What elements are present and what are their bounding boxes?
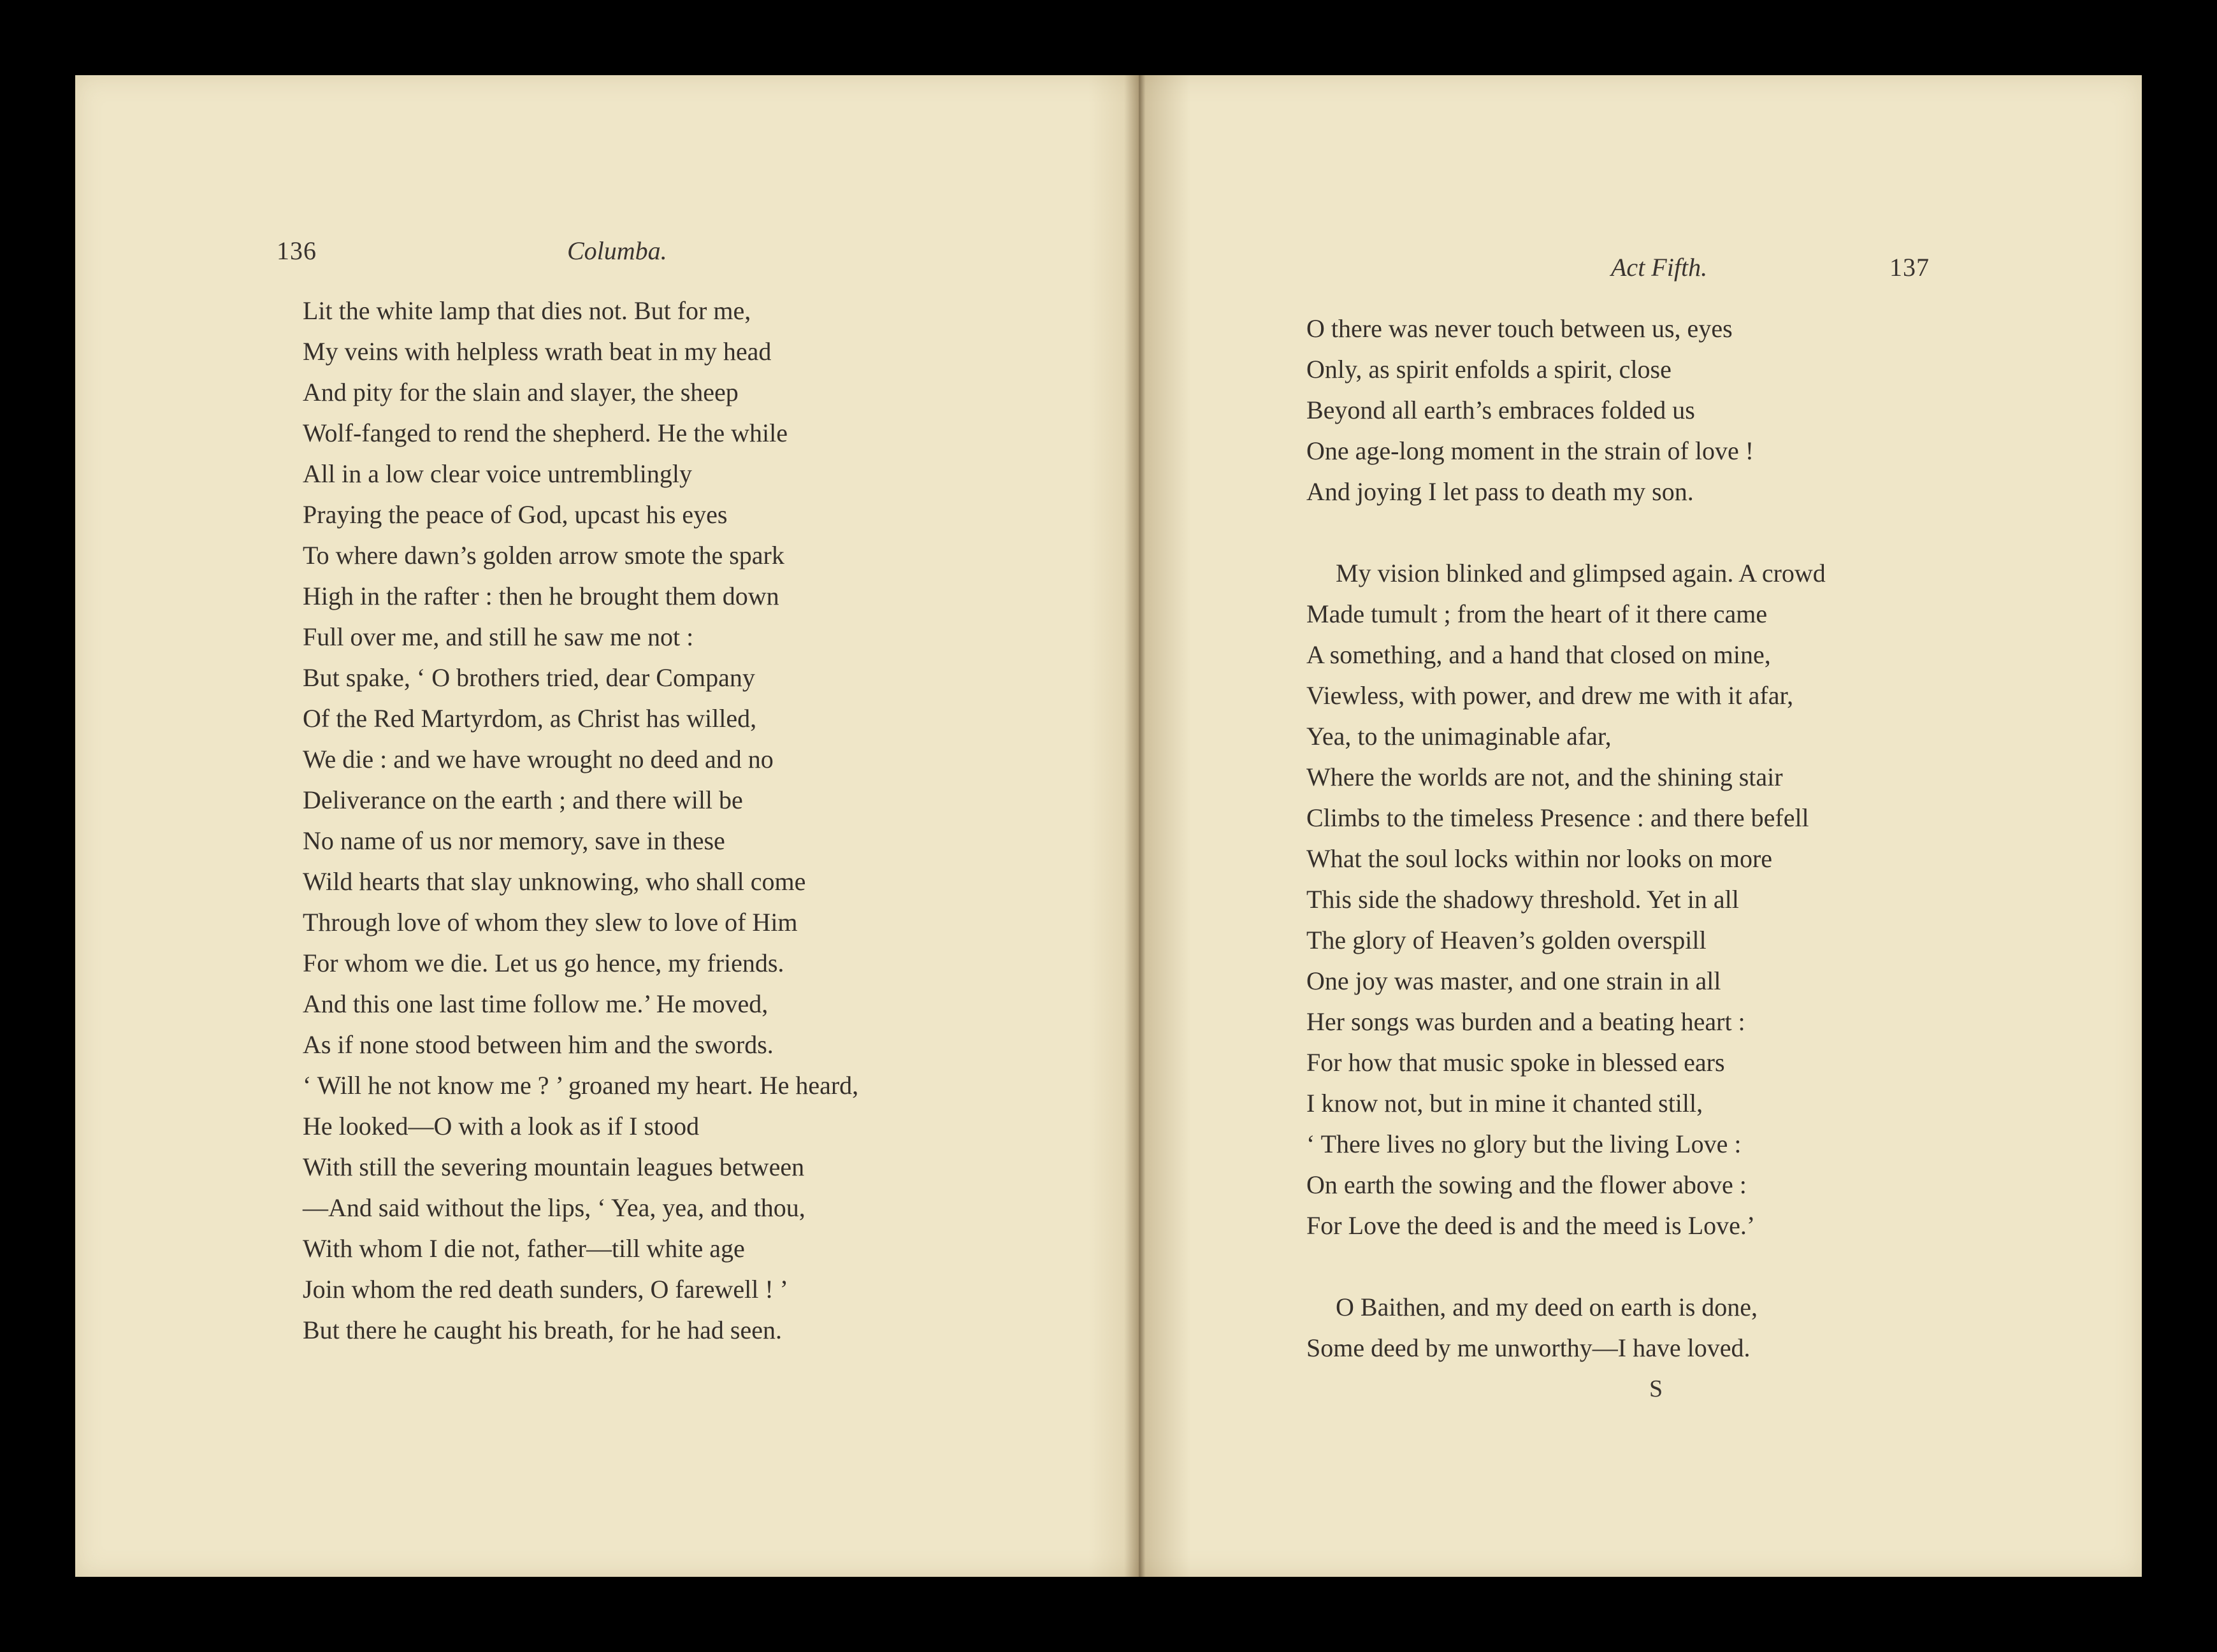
verse-line: O Baithen, and my deed on earth is done, bbox=[1336, 1293, 1758, 1321]
verse-line: Lit the white lamp that dies not. But for me, bbox=[303, 296, 751, 325]
stanza-break bbox=[1306, 512, 1826, 553]
book-gutter bbox=[1088, 75, 1190, 1577]
verse-line: Join whom the red death sunders, O farewell ! ’ bbox=[303, 1275, 788, 1304]
verse-line: ‘ Will he not know me ? ’ groaned my heart. He heard, bbox=[303, 1071, 859, 1100]
verse-line: But there he caught his breath, for he had seen. bbox=[303, 1316, 782, 1344]
verse-line: Beyond all earth’s embraces folded us bbox=[1306, 396, 1695, 424]
verse-line: For whom we die. Let us go hence, my friends. bbox=[303, 949, 784, 977]
right-page-number: 137 bbox=[1889, 253, 1930, 282]
verse-line: One joy was master, and one strain in all bbox=[1306, 966, 1721, 995]
verse-line: One age-long moment in the strain of love ! bbox=[1306, 436, 1754, 465]
book-spread bbox=[75, 75, 2142, 1577]
verse-line: High in the rafter : then he brought them down bbox=[303, 582, 779, 610]
right-verse-block bbox=[1306, 308, 1826, 1368]
verse-line: ‘ There lives no glory but the living Love : bbox=[1306, 1130, 1742, 1158]
signature-mark: S bbox=[1649, 1375, 1663, 1402]
verse-line: No name of us nor memory, save in these bbox=[303, 826, 725, 855]
verse-line: What the soul locks within nor looks on more bbox=[1306, 844, 1773, 873]
verse-line: The glory of Heaven’s golden overspill bbox=[1306, 926, 1707, 954]
verse-line: Deliverance on the earth ; and there will be bbox=[303, 786, 743, 814]
verse-line: And joying I let pass to death my son. bbox=[1306, 477, 1694, 506]
verse-line: And pity for the slain and slayer, the sheep bbox=[303, 378, 739, 406]
verse-line: Only, as spirit enfolds a spirit, close bbox=[1306, 355, 1672, 384]
verse-line: With whom I die not, father—till white age bbox=[303, 1234, 745, 1263]
right-page bbox=[1190, 75, 2142, 1577]
verse-line: A something, and a hand that closed on mine, bbox=[1306, 640, 1771, 669]
stanza-break bbox=[1306, 1246, 1826, 1287]
verse-line: But spake, ‘ O brothers tried, dear Company bbox=[303, 663, 755, 692]
verse-line: Wild hearts that slay unknowing, who shall come bbox=[303, 867, 806, 896]
verse-line: We die : and we have wrought no deed and no bbox=[303, 745, 774, 773]
verse-line: I know not, but in mine it chanted still, bbox=[1306, 1089, 1703, 1117]
verse-line: O there was never touch between us, eyes bbox=[1306, 314, 1733, 343]
verse-line: Full over me, and still he saw me not : bbox=[303, 622, 694, 651]
verse-line: This side the shadowy threshold. Yet in all bbox=[1306, 885, 1739, 914]
verse-line: Her songs was burden and a beating heart : bbox=[1306, 1007, 1745, 1036]
verse-line: My vision blinked and glimpsed again. A crowd bbox=[1336, 559, 1826, 587]
verse-line: Of the Red Martyrdom, as Christ has willed, bbox=[303, 704, 757, 733]
verse-line: Where the worlds are not, and the shining stair bbox=[1306, 763, 1783, 791]
verse-line: He looked—O with a look as if I stood bbox=[303, 1112, 700, 1140]
verse-line: Climbs to the timeless Presence : and there befell bbox=[1306, 803, 1809, 832]
verse-line: Through love of whom they slew to love of Him bbox=[303, 908, 798, 937]
verse-line: For Love the deed is and the meed is Love.’ bbox=[1306, 1211, 1756, 1240]
verse-line: All in a low clear voice untremblingly bbox=[303, 459, 692, 488]
verse-line: —And said without the lips, ‘ Yea, yea, and thou, bbox=[303, 1193, 805, 1222]
verse-line: And this one last time follow me.’ He moved, bbox=[303, 989, 769, 1018]
left-page bbox=[75, 75, 1088, 1577]
left-verse-block bbox=[303, 291, 858, 1351]
verse-line: On earth the sowing and the flower above : bbox=[1306, 1170, 1747, 1199]
verse-line: Some deed by me unworthy—I have loved. bbox=[1306, 1333, 1751, 1362]
verse-line: With still the severing mountain leagues between bbox=[303, 1153, 805, 1181]
verse-line: Wolf-fanged to rend the shepherd. He the while bbox=[303, 419, 788, 447]
verse-line: To where dawn’s golden arrow smote the spark bbox=[303, 541, 784, 570]
left-page-number: 136 bbox=[277, 236, 317, 265]
left-running-title: Columba. bbox=[567, 236, 667, 265]
verse-line: For how that music spoke in blessed ears bbox=[1306, 1048, 1725, 1077]
right-running-title: Act Fifth. bbox=[1611, 253, 1708, 282]
verse-line: Yea, to the unimaginable afar, bbox=[1306, 722, 1612, 751]
verse-line: As if none stood between him and the swords. bbox=[303, 1030, 774, 1059]
verse-line: Made tumult ; from the heart of it there came bbox=[1306, 600, 1768, 628]
verse-line: My veins with helpless wrath beat in my head bbox=[303, 337, 772, 366]
verse-line: Viewless, with power, and drew me with it afar, bbox=[1306, 681, 1794, 710]
verse-line: Praying the peace of God, upcast his eyes bbox=[303, 500, 728, 529]
